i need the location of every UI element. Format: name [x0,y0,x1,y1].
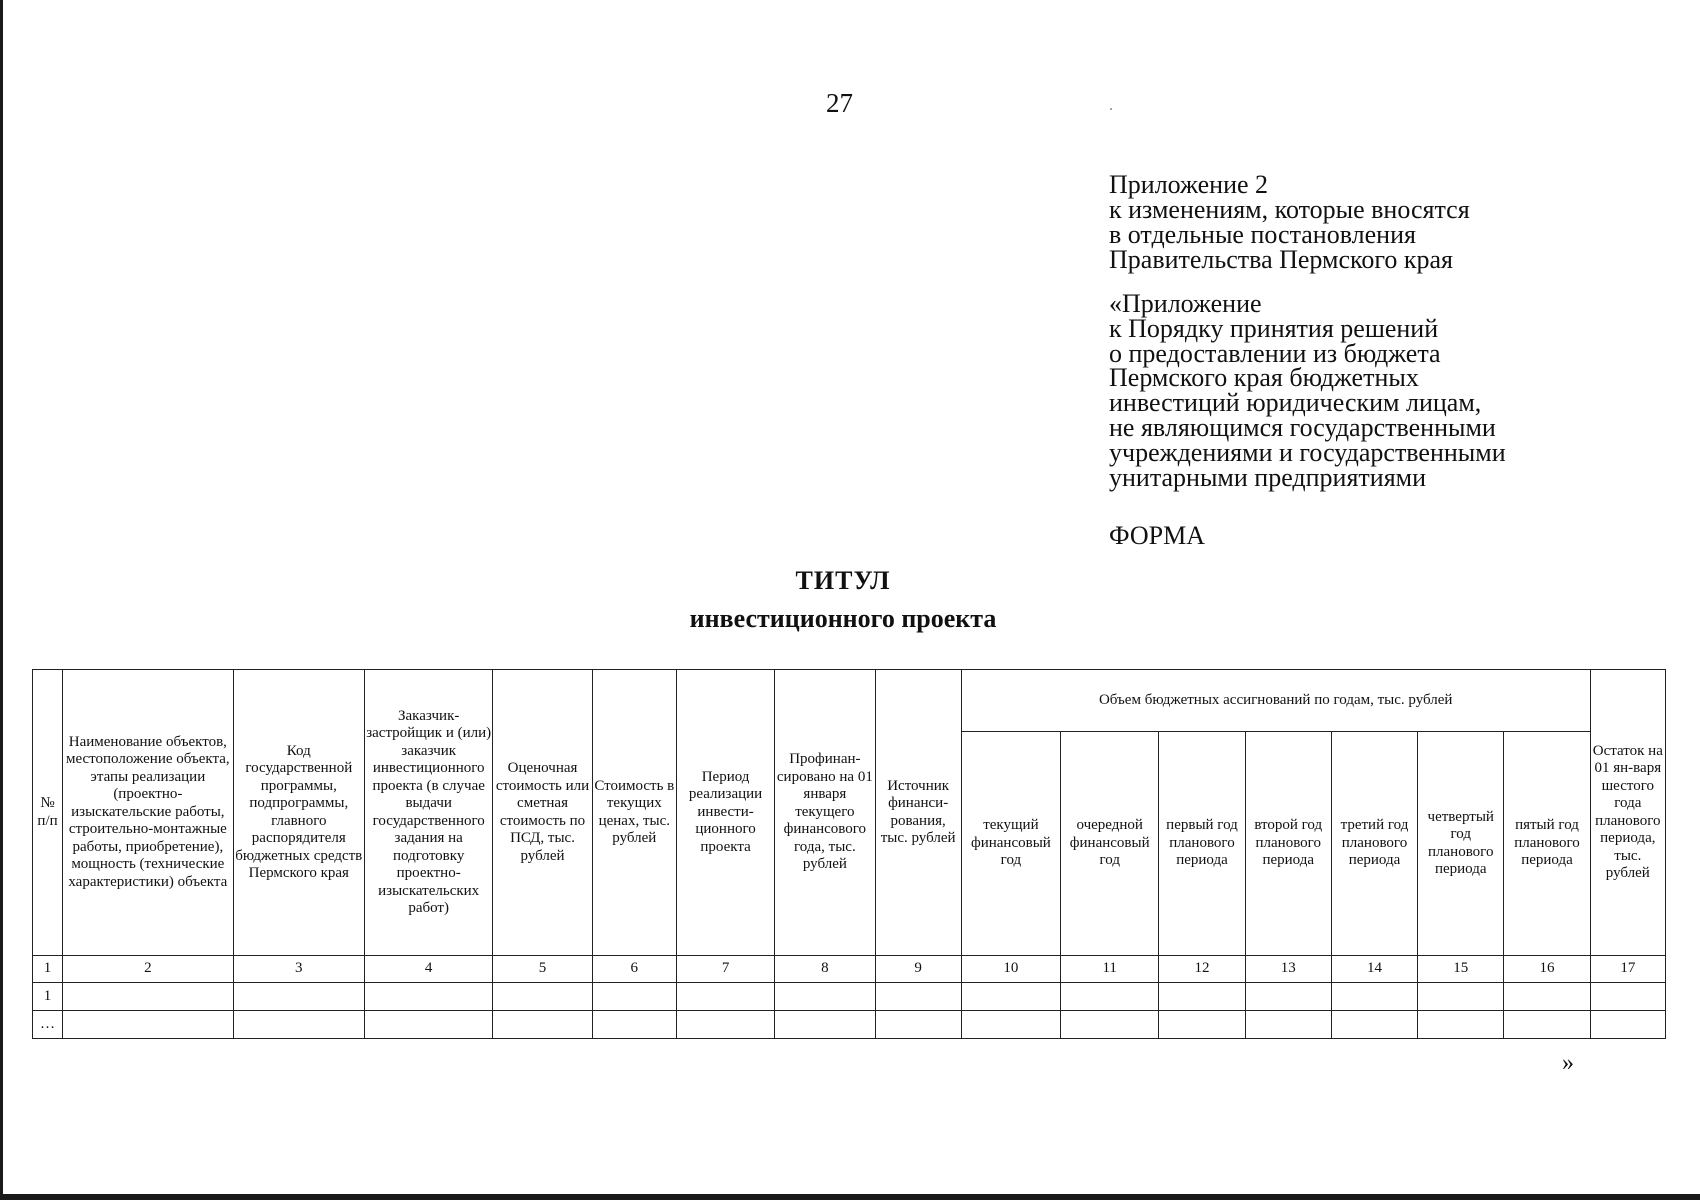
appendix-inner-line: учреждениями и государственными [1109,437,1506,467]
table-cell [1504,1011,1590,1039]
header-cell-year: пятый год планового периода [1504,732,1590,956]
table-row [33,983,1666,1011]
column-number: 8 [775,956,875,983]
table-cell [775,1011,875,1039]
document-title: ТИТУЛ [795,566,891,595]
table-cell [1590,1011,1665,1039]
column-number: 7 [676,956,774,983]
table-cell [1061,983,1159,1011]
table-cell [233,983,364,1011]
appendix-inner-line: унитарными предприятиями [1109,462,1427,492]
appendix-line: Приложение 2 [1109,170,1269,199]
table-cell [676,983,774,1011]
header-cell-year: третий год планового периода [1331,732,1417,956]
column-number: 14 [1331,956,1417,983]
document-subtitle: инвестиционного проекта [689,604,997,633]
column-number: 3 [233,956,364,983]
table-cell [1061,1011,1159,1039]
table-cell [1245,1011,1331,1039]
column-number: 10 [961,956,1060,983]
table-cell [875,1011,961,1039]
header-cell-year: первый год планового периода [1159,732,1245,956]
column-number: 4 [364,956,492,983]
header-cell-year: текущий финансовый год [961,732,1060,956]
table-cell: 1 [33,983,63,1011]
column-number: 5 [493,956,592,983]
table-cell [1331,1011,1417,1039]
header-cell-object-name: Наименование объектов, местоположение объекта, этапы реализации (проектно-изыскательские работы, строительно-монтажные работы, приобретение), мощность (технические характеристики) объекта [63,670,234,956]
table-cell [775,983,875,1011]
table-cell [1418,1011,1504,1039]
header-cell-implementation-period: Период реализации инвести-ционного проекта [676,670,774,956]
table-cell [1331,983,1417,1011]
column-number: 13 [1245,956,1331,983]
closing-quote: » [1562,1050,1574,1076]
appendix-heading [1109,172,1669,272]
table-cell [1159,1011,1245,1039]
appendix-line: к изменениям, которые вносятся [1109,195,1470,224]
appendix-inner-line: не являющимся государственными [1109,412,1496,442]
appendix-inner-line: «Приложение [1109,289,1262,318]
column-number: 16 [1504,956,1590,983]
page-left-border [0,0,3,1200]
column-number: 2 [63,956,234,983]
table-cell [493,983,592,1011]
column-number: 12 [1159,956,1245,983]
appendix-line: Правительства Пермского края [1109,245,1453,274]
table-cell [364,983,492,1011]
table-cell [1418,983,1504,1011]
table-cell [364,1011,492,1039]
page-number: 27 [826,88,853,118]
table-cell [493,1011,592,1039]
column-number: 6 [592,956,676,983]
column-number: 17 [1590,956,1665,983]
table-cell [676,1011,774,1039]
table-cell [63,983,234,1011]
header-cell-budget-group: Объем бюджетных ассигнований по годам, тыс. рублей [961,670,1590,732]
table-cell [1245,983,1331,1011]
table-cell [233,1011,364,1039]
investment-project-table [32,669,1666,1039]
column-number: 11 [1061,956,1159,983]
table-cell: … [33,1011,63,1039]
appendix-inner-line: инвестиций юридическим лицам, [1109,388,1482,418]
header-cell-prefinanced: Профинан-сировано на 01 января текущего финансового года, тыс. рублей [775,670,875,956]
table-cell [1159,983,1245,1011]
header-cell-year: четвертый год планового периода [1418,732,1504,956]
column-number: 15 [1418,956,1504,983]
appendix-inner-heading [1109,289,1689,492]
column-number: 9 [875,956,961,983]
table-cell [961,983,1060,1011]
table-cell [1504,983,1590,1011]
table-cell [592,1011,676,1039]
header-cell-funding-source: Источник финанси-рования, тыс. рублей [875,670,961,956]
table-row [33,1011,1666,1039]
appendix-inner-line: о предоставлении из бюджета [1109,338,1441,368]
table-cell [875,983,961,1011]
header-cell-year: очередной финансовый год [1061,732,1159,956]
header-cell-program-code: Код государственной программы, подпрограммы, главного распорядителя бюджетных средств Пермского края [233,670,364,956]
table-cell [592,983,676,1011]
page-bottom-border [0,1194,1700,1200]
header-row [33,670,1666,732]
appendix-line: в отдельные постановления [1109,220,1416,249]
header-cell-year: второй год планового периода [1245,732,1331,956]
header-cell-remainder: Остаток на 01 ян-варя шестого года планового периода, тыс. рублей [1590,670,1665,956]
header-cell-customer: Заказчик-застройщик и (или) заказчик инвестиционного проекта (в случае выдачи государственного задания на подготовку проектно-изыскательских работ) [364,670,492,956]
table-cell [63,1011,234,1039]
header-cell-number: № п/п [33,670,63,956]
scan-speck [1110,108,1112,110]
table-cell [961,1011,1060,1039]
table-cell [1590,983,1665,1011]
column-number-row [33,956,1666,983]
appendix-inner-line: Пермского края бюджетных [1109,363,1419,393]
form-label: ФОРМА [1109,521,1205,550]
column-number: 1 [33,956,63,983]
appendix-inner-line: к Порядку принятия решений [1109,313,1439,343]
header-cell-estimated-cost: Оценочная стоимость или сметная стоимость по ПСД, тыс. рублей [493,670,592,956]
header-cell-current-price-cost: Стоимость в текущих ценах, тыс. рублей [592,670,676,956]
